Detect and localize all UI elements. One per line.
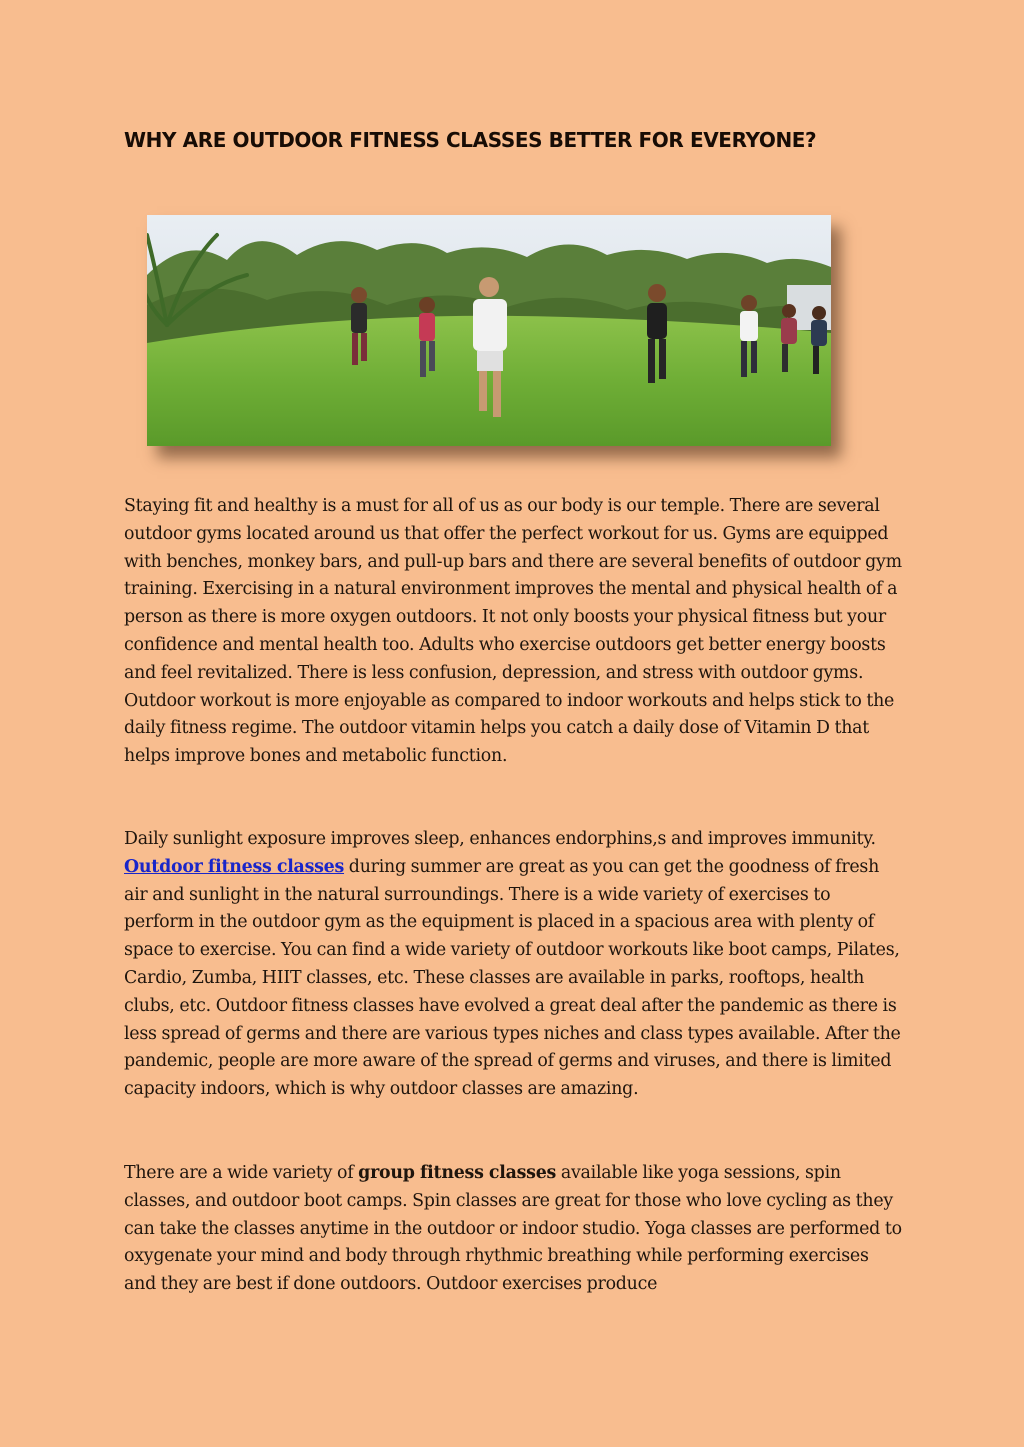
paragraph-3-text-after: available like yoga sessions, spin classes, and outdoor boot camps. Spin classes are great for those who love cycling as they can take the classes anytime in the outdoor or indoor studio. Yoga classes are performed to oxygenate your mind and body through rhythmic breathing while performing exercises and they are best if done outdoors. Outdoor exercises produce xyxy=(124,1163,902,1295)
paragraph-3 xyxy=(124,1160,904,1299)
group-fitness-classes-bold: group fitness classes xyxy=(358,1163,557,1183)
article-title: WHY ARE OUTDOOR FITNESS CLASSES BETTER FOR EVERYONE? xyxy=(124,128,817,152)
outdoor-fitness-classes-link[interactable]: Outdoor fitness classes xyxy=(124,856,345,877)
outdoor-group-running-photo xyxy=(147,215,831,446)
paragraph-2-text-before: Daily sunlight exposure improves sleep, enhances endorphins,s and improves immunity. xyxy=(124,829,876,849)
paragraph-3-text-before: There are a wide variety of xyxy=(124,1163,359,1183)
paragraph-2-text-after: during summer are great as you can get the goodness of fresh air and sunlight in the natural surroundings. There is a wide variety of exercises to perform in the outdoor gym as the equipment is placed in a spacious area with plenty of space to exercise. You can find a wide variety of outdoor workouts like boot camps, Pilates, Cardio, Zumba, HIIT classes, etc. These classes are available in parks, rooftops, health clubs, etc. Outdoor fitness classes have evolved a great deal after the pandemic as there is less spread of germs and there are various types niches and class types available. After the pandemic, people are more aware of the spread of germs and viruses, and there is limited capacity indoors, which is why outdoor classes are amazing. xyxy=(124,856,901,1100)
paragraph-1: Staying fit and healthy is a must for all of us as our body is our temple. There are several outdoor gyms located around us that offer the perfect workout for us. Gyms are equipped with benches, monkey bars, and pull-up bars and there are several benefits of outdoor gym training. Exercising in a natural environment improves the mental and physical health of a person as there is more oxygen outdoors. It not only boosts your physical fitness but your confidence and mental health too. Adults who exercise outdoors get better energy boosts and feel revitalized. There is less confusion, depression, and stress with outdoor gyms. Outdoor workout is more enjoyable as compared to indoor workouts and helps stick to the daily fitness regime. The outdoor vitamin helps you catch a daily dose of Vitamin D that helps improve bones and metabolic function. xyxy=(124,496,902,767)
paragraph-2 xyxy=(124,826,904,1104)
hero-photo xyxy=(147,215,831,446)
